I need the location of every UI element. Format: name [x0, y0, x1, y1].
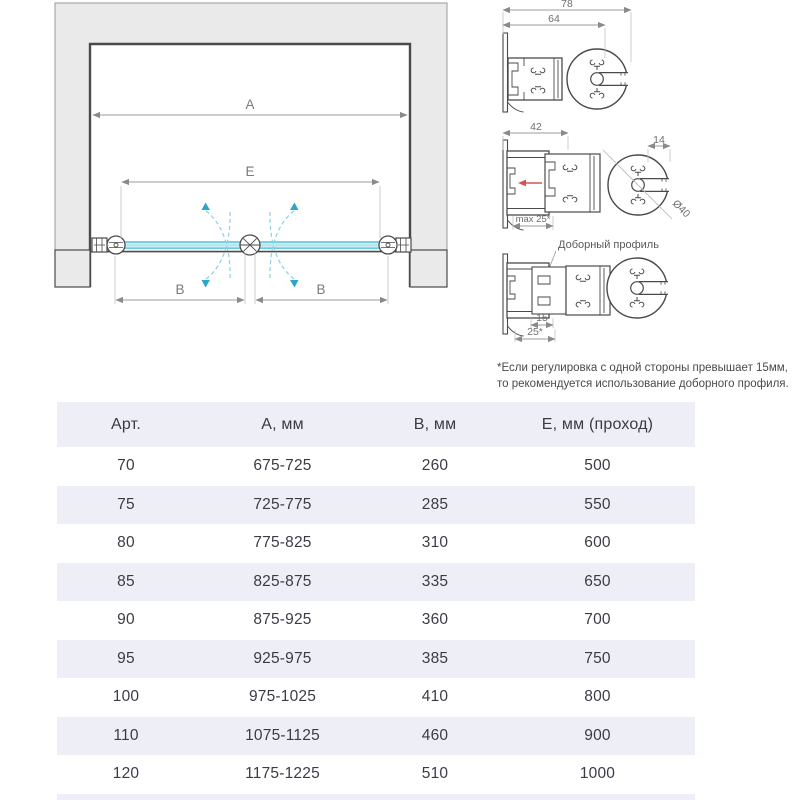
table-cell: 1175-1225: [245, 765, 320, 783]
spec-table: [57, 402, 695, 800]
table-cell: 285: [421, 495, 449, 513]
dim-78-label: 78: [561, 0, 573, 10]
table-cell: 500: [584, 457, 611, 475]
footnote-line-1: *Если регулировка с одной стороны превышает 15мм,: [497, 362, 788, 374]
table-cell: 85: [117, 572, 135, 590]
table-cell: 510: [421, 765, 449, 783]
table-cell: 70: [117, 457, 135, 475]
table-cell: 335: [421, 572, 449, 590]
table-cell: 800: [584, 688, 611, 706]
table-cell: 675-725: [253, 457, 312, 475]
table-cell: 460: [421, 726, 449, 744]
table-row: [57, 563, 695, 602]
table-cell: 110: [113, 726, 139, 744]
section-middle-profile: [503, 121, 693, 230]
dim-25-label: 25*: [527, 326, 543, 338]
table-cell: 975-1025: [248, 688, 317, 706]
plan-view-diagram: [0, 0, 470, 400]
table-row: [57, 717, 695, 756]
dimension-a: [93, 97, 407, 115]
table-cell: 700: [584, 611, 611, 629]
footnote-line-2: то рекомендуется использование доборного профиля.: [497, 378, 789, 390]
table-cell: 750: [584, 649, 611, 667]
table-cell: 80: [117, 534, 135, 552]
column-header: А, мм: [261, 415, 304, 433]
dimension-b-right-label: B: [316, 282, 326, 297]
table-cell: 260: [421, 457, 449, 475]
table-cell: 1075-1125: [245, 726, 320, 744]
table-cell: 1000: [579, 765, 616, 783]
table-row: [57, 447, 695, 486]
section-top-profile: [503, 0, 631, 112]
dimension-b-right: [256, 282, 387, 300]
dim-42-label: 42: [530, 121, 542, 133]
dim-14-label: 14: [653, 134, 665, 146]
spec-table-body: [57, 447, 695, 794]
table-cell: 825-875: [253, 572, 312, 590]
table-row-partial: [57, 794, 695, 800]
table-header-row: [57, 402, 695, 447]
profile-sections-diagram: [480, 0, 800, 400]
column-header: В, мм: [413, 415, 457, 433]
table-cell: 120: [112, 765, 140, 783]
column-header: Арт.: [110, 415, 142, 433]
table-cell: 90: [117, 611, 135, 629]
dim-diameter-label: Ø40: [669, 197, 693, 221]
hinge-center: [240, 235, 260, 255]
table-row: [57, 678, 695, 717]
dim-max25-label: max 25*: [515, 214, 551, 225]
table-cell: 725-775: [253, 495, 312, 513]
table-cell: 775-825: [253, 534, 312, 552]
table-cell: 310: [421, 534, 449, 552]
dimension-a-label: A: [245, 97, 255, 112]
table-cell: 385: [421, 649, 449, 667]
dimension-e-label: E: [245, 164, 255, 179]
table-row: [57, 755, 695, 794]
table-cell: 360: [421, 611, 449, 629]
dim-64-label: 64: [548, 13, 560, 25]
extension-profile-label: Доборный профиль: [558, 239, 659, 251]
dimension-e: [122, 164, 379, 182]
table-cell: 925-975: [253, 649, 312, 667]
table-row: [57, 601, 695, 640]
table-cell: 410: [421, 688, 449, 706]
table-cell: 875-925: [253, 611, 312, 629]
hinge-right: [379, 236, 411, 254]
dim-15-label: 15: [536, 312, 548, 324]
table-cell: 550: [584, 495, 611, 513]
table-row: [57, 524, 695, 563]
table-cell: 75: [117, 495, 135, 513]
table-cell: 100: [112, 688, 140, 706]
table-row: [57, 640, 695, 679]
footnote: [497, 362, 789, 390]
table-row: [57, 486, 695, 525]
table-cell: 95: [117, 649, 135, 667]
table-cell: 650: [584, 572, 611, 590]
dimension-b-left: [116, 282, 244, 300]
table-cell: 600: [584, 534, 611, 552]
column-header: Е, мм (проход): [541, 415, 654, 433]
section-bottom-profile: [503, 239, 669, 342]
table-cell: 900: [584, 726, 611, 744]
dimension-b-left-label: B: [175, 282, 185, 297]
